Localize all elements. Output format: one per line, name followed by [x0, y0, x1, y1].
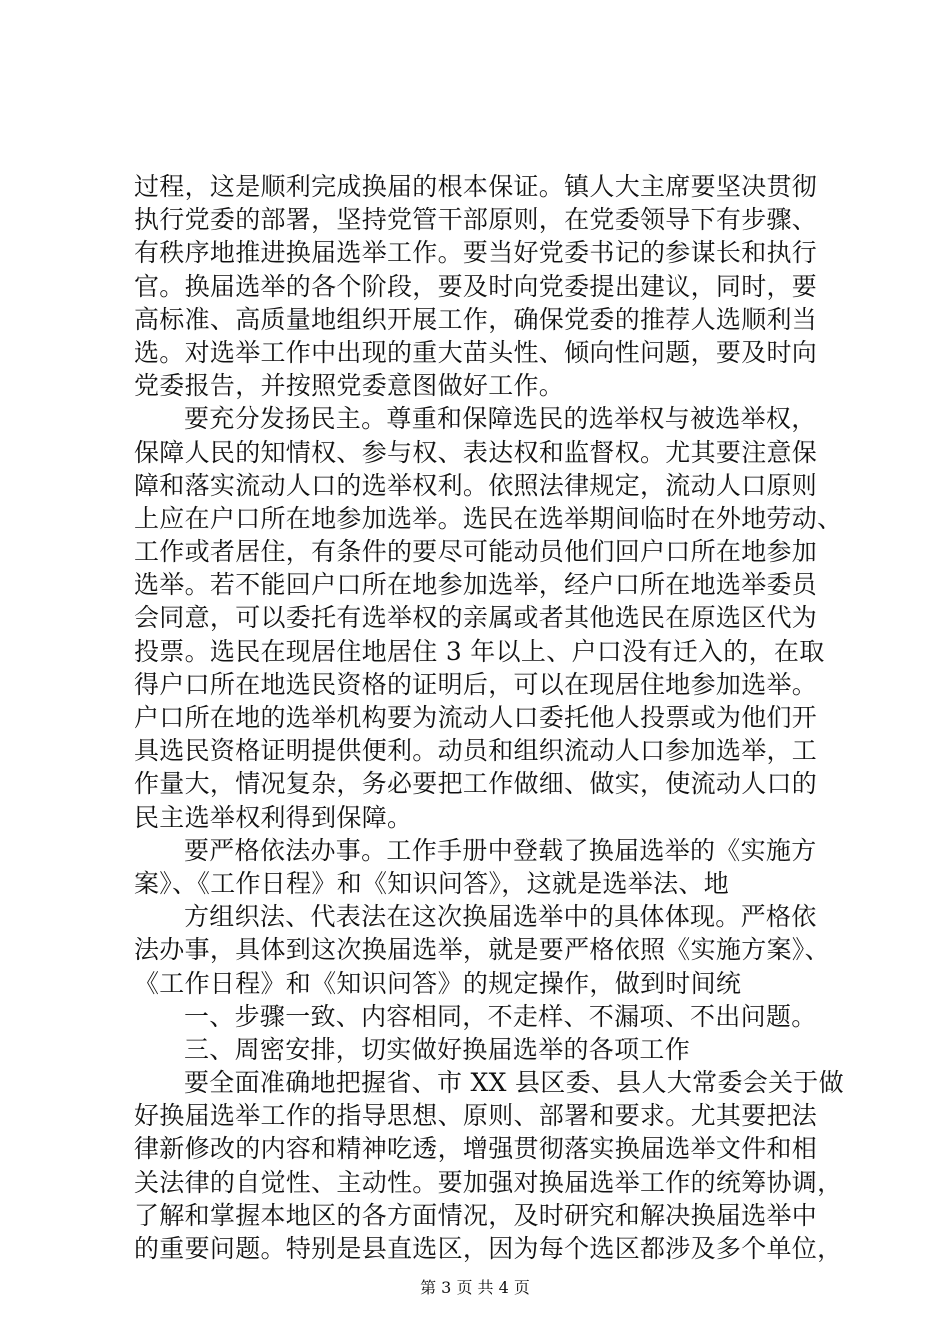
text-line: 选。对选举工作中出现的重大苗头性、倾向性问题，要及时向 — [134, 337, 818, 367]
text-line: 要全面准确地把握省、市 XX 县区委、县人大常委会关于做 — [184, 1068, 844, 1098]
text-line: 作量大，情况复杂，务必要把工作做细、做实，使流动人口的 — [134, 769, 818, 799]
text-line: 保障人民的知情权、参与权、表达权和监督权。尤其要注意保 — [134, 437, 818, 467]
text-line: 选举。若不能回户口所在地参加选举，经户口所在地选举委员 — [134, 570, 818, 600]
text-line: 要严格依法办事。工作手册中登载了换届选举的《实施方 — [184, 835, 817, 865]
text-line: 过程，这是顺利完成换届的根本保证。镇人大主席要坚决贯彻 — [134, 172, 818, 201]
document-body — [134, 170, 844, 1265]
text-line: 关法律的自觉性、主动性。要加强对换届选举工作的统筹协调， — [134, 1167, 843, 1197]
text-line: 障和落实流动人口的选举权利。依照法律规定，流动人口原则 — [134, 470, 818, 500]
text-line: 《工作日程》和《知识问答》的规定操作，做到时间统 — [134, 968, 742, 998]
text-line: 好换届选举工作的指导思想、原则、部署和要求。尤其要把法 — [134, 1101, 818, 1131]
text-line: 法办事，具体到这次换届选举，就是要严格依照《实施方案》、 — [134, 935, 830, 965]
text-line: 执行党委的部署，坚持党管干部原则，在党委领导下有步骤、 — [134, 205, 818, 235]
text-line: 会同意，可以委托有选举权的亲属或者其他选民在原选区代为 — [134, 603, 818, 633]
text-line: 有秩序地推进换届选举工作。要当好党委书记的参谋长和执行 — [134, 238, 818, 268]
text-line: 民主选举权利得到保障。 — [134, 802, 413, 832]
text-line: 要充分发扬民主。尊重和保障选民的选举权与被选举权， — [184, 404, 817, 434]
text-line: 工作或者居住，有条件的要尽可能动员他们回户口所在地参加 — [134, 537, 818, 567]
text-line: 户口所在地的选举机构要为流动人口委托他人投票或为他们开 — [134, 703, 818, 732]
text-line: 三、周密安排，切实做好换届选举的各项工作 — [184, 1034, 691, 1064]
text-line: 案》、《工作日程》和《知识问答》，这就是选举法、地 — [134, 868, 730, 898]
text-line: 具选民资格证明提供便利。动员和组织流动人口参加选举，工 — [134, 736, 818, 766]
page-footer — [0, 1278, 950, 1298]
text-line: 的重要问题。特别是县直选区，因为每个选区都涉及多个单位， — [134, 1234, 843, 1263]
text-line: 党委报告，并按照党委意图做好工作。 — [134, 371, 565, 401]
text-line: 高标准、高质量地组织开展工作，确保党委的推荐人选顺利当 — [134, 304, 818, 334]
text-line: 投票。选民在现居住地居住 3 年以上、户口没有迁入的，在取 — [134, 636, 825, 666]
text-line: 律新修改的内容和精神吃透，增强贯彻落实换届选举文件和相 — [134, 1134, 818, 1164]
page-number: 第 3 页 共 4 页 — [420, 1278, 530, 1297]
text-line: 方组织法、代表法在这次换届选举中的具体体现。严格依 — [184, 902, 817, 932]
text-line: 官。换届选举的各个阶段，要及时向党委提出建议，同时，要 — [134, 271, 818, 301]
text-line: 上应在户口所在地参加选举。选民在选举期间临时在外地劳动、 — [134, 503, 843, 533]
text-line: 得户口所在地选民资格的证明后，可以在现居住地参加选举。 — [134, 669, 818, 699]
text-line: 一、步骤一致、内容相同，不走样、不漏项、不出问题。 — [184, 1001, 817, 1031]
text-line: 了解和掌握本地区的各方面情况，及时研究和解决换届选举中 — [134, 1200, 818, 1230]
